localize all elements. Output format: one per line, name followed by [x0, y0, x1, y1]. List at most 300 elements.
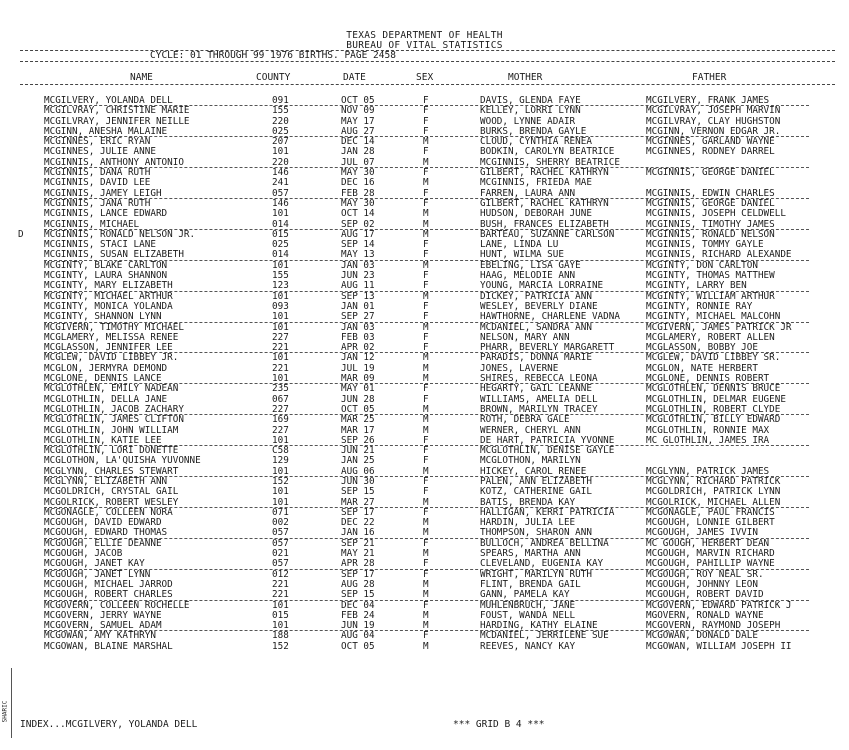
record-county: 207 [272, 136, 289, 148]
record-father: MCGINNIS, JOSEPH CELDWELL [646, 208, 786, 220]
record-sex: F [423, 475, 429, 487]
column-header-rule [20, 84, 835, 85]
record-county: 129 [272, 455, 289, 467]
record-mother: SPEARS, MARTHA ANN [480, 548, 581, 560]
record-name: MCGINNIS, DAVID LEE [44, 177, 151, 189]
record-date: NOV 09 [341, 105, 375, 117]
record-name: MCGOVERN, COLLEEN ROCHELLE [44, 599, 190, 611]
record-name: MCGILVRAY, JENNIFER NEILLE [44, 115, 190, 127]
record-sex: F [423, 146, 429, 158]
column-header-mother: MOTHER [508, 72, 543, 83]
record-county: 101 [272, 620, 289, 632]
record-sex: F [423, 445, 429, 457]
record-father: MCGINTY, MICHAEL MALCOHN [646, 311, 781, 323]
record-name: MCGINNIS, JAMEY LEIGH [44, 187, 162, 199]
record-name: MCGIVERN, TIMOTHY MICHAEL [44, 321, 184, 333]
record-county: 221 [272, 342, 289, 354]
record-sex: F [423, 249, 429, 261]
record-name: MCGINNIS, MICHAEL [44, 218, 140, 230]
record-date: JUL 19 [341, 362, 375, 374]
record-date: MAY 17 [341, 115, 375, 127]
record-father: MCGINNIS, EDWIN CHARLES [646, 187, 775, 199]
record-sex: F [423, 95, 429, 106]
bureau-title: BUREAU OF VITAL STATISTICS [346, 40, 503, 51]
record-sex: M [423, 578, 429, 590]
record-father: MCGLAMERY, ROBERT ALLEN [646, 331, 775, 343]
record-mother: HALLIGAN, KERRI PATRICIA [480, 506, 615, 518]
record-date: MAR 25 [341, 414, 375, 426]
record-father: MC GLOTHLIN, JAMES IRA [646, 434, 770, 446]
record-mother: HUNT, WILMA SUE [480, 249, 564, 261]
record-county: 101 [272, 465, 289, 477]
record-county: 025 [272, 239, 289, 251]
record-date: SEP 13 [341, 290, 375, 302]
record-mother: GANN, PAMELA KAY [480, 589, 570, 601]
record-date: JAN 16 [341, 527, 375, 539]
record-sex: M [423, 424, 429, 436]
record-county: 221 [272, 362, 289, 374]
record-date: JUN 30 [341, 475, 375, 487]
record-sex: F [423, 568, 429, 580]
record-mother: DE HART, PATRICIA YVONNE [480, 434, 615, 446]
record-date: SEP 26 [341, 434, 375, 446]
record-sex: M [423, 259, 429, 271]
record-county: 057 [272, 187, 289, 199]
record-sex: M [423, 321, 429, 333]
header-rule-top [20, 50, 835, 51]
record-sex: F [423, 506, 429, 518]
record-father: MCGINNIS, RICHARD ALEXANDE [646, 249, 792, 261]
record-father: MCGOLDRICH, PATRICK LYNN [646, 486, 781, 498]
record-sex: M [423, 218, 429, 230]
record-county: 101 [272, 311, 289, 323]
record-mother: ROTH, DEBRA GALE [480, 414, 570, 426]
record-mother: BURKS, BRENDA GAYLE [480, 125, 587, 137]
record-mother: YOUNG, MARCIA LORRAINE [480, 280, 604, 292]
record-mother: LANE, LINDA LU [480, 239, 559, 251]
record-mother: MCGLOTHLIN, DENISE GAYLE [480, 445, 615, 457]
record-mother: HAAG, MELODIE ANN [480, 270, 576, 282]
record-mother: HARDIN, JULIA LEE [480, 517, 576, 529]
record-name: MCGINNIS, SUSAN ELIZABETH [44, 249, 184, 261]
record-sex: F [423, 630, 429, 642]
margin-rule [11, 668, 12, 738]
record-sex: M [423, 496, 429, 508]
record-mother: PARADIS, DONNA MARIE [480, 352, 592, 364]
birth-records-list [0, 96, 849, 652]
record-county: 071 [272, 506, 289, 518]
record-father: MCGILVRAY, CLAY HUGHSTON [646, 115, 781, 127]
record-date: DEC 04 [341, 599, 375, 611]
record-name: MCGINNES, ERIC RYAN [44, 136, 151, 148]
record-father: MCGINNIS, TIMOTHY JAMES [646, 218, 775, 230]
grid-reference: *** GRID B 4 *** [453, 719, 545, 730]
record-county: 057 [272, 537, 289, 549]
record-sex: M [423, 403, 429, 415]
column-header-name: NAME [130, 72, 153, 83]
record-sex: M [423, 609, 429, 621]
record-date: OCT 05 [341, 95, 375, 106]
record-mother: CLOUD, CYNTHIA RENEA [480, 136, 592, 148]
record-name: MCGINTY, MICHAEL ARTHUR [44, 290, 173, 302]
record-county: C58 [272, 445, 289, 457]
record-mother: HAWTHORNE, CHARLENE VADNA [480, 311, 620, 323]
record-father: MCGIVERN, JAMES PATRICK JR [646, 321, 792, 333]
record-sex: F [423, 270, 429, 282]
record-county: 101 [272, 373, 289, 385]
record-sex: M [423, 640, 429, 652]
record-date: JAN 03 [341, 321, 375, 333]
record-county: 101 [272, 321, 289, 333]
record-father: MCGLYNN, RICHARD PATRICK [646, 475, 781, 487]
record-county: 021 [272, 548, 289, 560]
record-mother: MCDANIEL, SANDRA ANN [480, 321, 592, 333]
record-father: MCGLOTHLIN, RONNIE MAX [646, 424, 770, 436]
record-county: 227 [272, 331, 289, 343]
record-father: MCGINN, VERNON EDGAR JR. [646, 125, 781, 137]
record-county: 220 [272, 156, 289, 168]
record-name: MCGINTY, SHANNON LYNN [44, 311, 162, 323]
record-mother: WOOD, LYNNE ADAIR [480, 115, 576, 127]
record-name: MCGLOTHLIN, KATIE LEE [44, 434, 162, 446]
record-mother: WILLIAMS, AMELIA DELL [480, 393, 598, 405]
record-county: 221 [272, 589, 289, 601]
record-mother: BUSH, FRANCES ELIZABETH [480, 218, 609, 230]
record-county: 188 [272, 630, 289, 642]
record-sex: M [423, 589, 429, 601]
record-father: MCGLYNN, PATRICK JAMES [646, 465, 770, 477]
record-county: 057 [272, 558, 289, 570]
record-county: 101 [272, 352, 289, 364]
record-name: MCGLEW, DAVID LIBBEY JR. [44, 352, 179, 364]
record-date: MAR 17 [341, 424, 375, 436]
record-date: DEC 16 [341, 177, 375, 189]
record-name: MCGOLRICK, ROBERT WESLEY [44, 496, 179, 508]
record-name: MCGINNIS, JANA RUTH [44, 197, 151, 209]
record-sex: M [423, 465, 429, 477]
record-date: AUG 04 [341, 630, 375, 642]
record-date: SEP 14 [341, 239, 375, 251]
record-sex: F [423, 125, 429, 137]
record-name: MCGINTY, BLAKE CARLTON [44, 259, 168, 271]
record-mother: MUHLENBRUCH, JANE [480, 599, 576, 611]
record-county: 155 [272, 105, 289, 117]
record-name: MCGLOTHLEN, EMILY NADEAN [44, 383, 179, 395]
record-date: AUG 17 [341, 228, 375, 240]
record-father: MCGOVERN, RAYMOND JOSEPH [646, 620, 781, 632]
record-name: MCGLOTHON, LA'QUISHA YUVONNE [44, 455, 201, 467]
record-father: MCGONAGLE, PAUL FRANCIS [646, 506, 775, 518]
record-name: MCGOUGH, JACOB [44, 548, 123, 560]
record-father: MCGINNIS, RONALD NELSON [646, 228, 775, 240]
record-date: APR 28 [341, 558, 375, 570]
record-county: 227 [272, 403, 289, 415]
record-sex: F [423, 187, 429, 199]
record-name: MCGLOTHLIN, DELLA JANE [44, 393, 168, 405]
record-county: 221 [272, 578, 289, 590]
record-county: 146 [272, 197, 289, 209]
record-father: MCGINTY, WILLIAM ARTHUR [646, 290, 775, 302]
record-name: MCGOLDRICH, CRYSTAL GAIL [44, 486, 179, 498]
record-mother: THOMPSON, SHARON ANN [480, 527, 592, 539]
record-father: MCGOWAN, DONALD DALE [646, 630, 758, 642]
record-county: 101 [272, 434, 289, 446]
record-county: 015 [272, 228, 289, 240]
record-name: MCGINNIS, DANA RUTH [44, 167, 151, 179]
record-date: JUN 21 [341, 445, 375, 457]
record-mother: EBELING, LISA GAYE [480, 259, 581, 271]
record-date: AUG 27 [341, 125, 375, 137]
record-mother: GILBERT, RACHEL KATHRYN [480, 167, 609, 179]
record-date: SEP 17 [341, 506, 375, 518]
record-name: MCGINNIS, LANCE EDWARD [44, 208, 168, 220]
record-sex: F [423, 105, 429, 117]
record-sex: M [423, 414, 429, 426]
record-sex: M [423, 548, 429, 560]
record-date: APR 02 [341, 342, 375, 354]
table-row [0, 415, 849, 425]
record-county: 101 [272, 486, 289, 498]
record-sex: F [423, 383, 429, 395]
record-father: MCGILVERY, FRANK JAMES [646, 95, 770, 106]
record-father: MCGOUGH, JAMES IVVIN [646, 527, 758, 539]
record-father: MCGLOTHLEN, DENNIS BRUCE [646, 383, 781, 395]
column-header-date: DATE [343, 72, 366, 83]
record-date: SEP 17 [341, 568, 375, 580]
record-county: 101 [272, 208, 289, 220]
record-county: 002 [272, 517, 289, 529]
record-mother: MCGINNIS, FRIEDA MAE [480, 177, 592, 189]
record-name: MCGOWAN, AMY KATHRYN [44, 630, 156, 642]
record-father: MCGLOTHLIN, DELMAR EUGENE [646, 393, 786, 405]
record-date: MAY 30 [341, 167, 375, 179]
record-mother: FARREN, LAURA ANN [480, 187, 576, 199]
record-county: 091 [272, 95, 289, 106]
record-sex: F [423, 455, 429, 467]
record-name: MCGLOTHLIN, JAMES CLIFTON [44, 414, 184, 426]
record-date: FEB 24 [341, 609, 375, 621]
record-date: FEB 03 [341, 331, 375, 343]
record-date: JAN 25 [341, 455, 375, 467]
record-name: MCGINTY, MONICA YOLANDA [44, 300, 173, 312]
record-father: MCGOUGH, ROY NEAL SR. [646, 568, 764, 580]
record-county: 101 [272, 146, 289, 158]
record-father: MCGLON, NATE HERBERT [646, 362, 758, 374]
record-date: DEC 22 [341, 517, 375, 529]
record-sex: F [423, 434, 429, 446]
record-date: MAY 01 [341, 383, 375, 395]
record-name: MCGOUGH, ELLIE DEANNE [44, 537, 162, 549]
record-county: 241 [272, 177, 289, 189]
record-sex: M [423, 177, 429, 189]
record-name: MCGOUGH, MICHAEL JARROD [44, 578, 173, 590]
record-mother: HEGARTY, GAIL LEANNE [480, 383, 592, 395]
record-date: OCT 14 [341, 208, 375, 220]
record-sex: M [423, 290, 429, 302]
record-name: MCGOWAN, BLAINE MARSHAL [44, 640, 173, 652]
record-father: MCGINNES, GARLAND WAYNE [646, 136, 775, 148]
record-date: MAY 13 [341, 249, 375, 261]
record-county: 014 [272, 218, 289, 230]
record-name: MCGLYNN, ELIZABETH ANN [44, 475, 168, 487]
record-father: MCGINTY, DON CARLTON [646, 259, 758, 271]
record-name: MCGINNIS, RONALD NELSON JR. [44, 228, 196, 240]
record-sex: M [423, 527, 429, 539]
record-name: MCGILVRAY, CHRISTINE MARIE [44, 105, 190, 117]
table-row [0, 590, 849, 600]
record-date: JAN 12 [341, 352, 375, 364]
record-county: 025 [272, 125, 289, 137]
record-sex: F [423, 537, 429, 549]
record-name: MCGINTY, LAURA SHANNON [44, 270, 168, 282]
record-mother: REEVES, NANCY KAY [480, 640, 576, 652]
record-father: MCGINTY, THOMAS MATTHEW [646, 270, 775, 282]
record-name: MCGLAMERY, MELISSA RENEE [44, 331, 179, 343]
record-name: MCGILVERY, YOLANDA DELL [44, 95, 173, 106]
record-date: SEP 27 [341, 311, 375, 323]
record-mother: HUDSON, DEBORAH JUNE [480, 208, 592, 220]
record-father: MCGLASSON, BOBBY JOE [646, 342, 758, 354]
record-mother: PALEN, ANN ELIZABETH [480, 475, 592, 487]
record-father: MCGLOTHLIN, ROBERT CLYDE [646, 403, 781, 415]
record-date: JUN 23 [341, 270, 375, 282]
record-mother: JONES, LAVERNE [480, 362, 559, 374]
record-date: SEP 02 [341, 218, 375, 230]
record-date: MAY 30 [341, 197, 375, 209]
column-header-county: COUNTY [256, 72, 291, 83]
record-county: 012 [272, 568, 289, 580]
record-date: JUN 28 [341, 393, 375, 405]
index-line: INDEX...MCGILVERY, YOLANDA DELL [20, 719, 198, 730]
record-mother: PHARR, BEVERLY MARGARETT [480, 342, 615, 354]
record-mother: CLEVELAND, EUGENIA KAY [480, 558, 604, 570]
record-name: MCGONAGLE, COLLEEN NORA [44, 506, 173, 518]
record-date: AUG 28 [341, 578, 375, 590]
record-sex: M [423, 620, 429, 632]
record-mother: BULLOCH, ANDREA BELLINA [480, 537, 609, 549]
record-county: 235 [272, 383, 289, 395]
record-father: MCGINNES, RODNEY DARREL [646, 146, 775, 158]
record-name: MCGLOTHLIN, JACOB ZACHARY [44, 403, 184, 415]
record-father: MCGLONE, DENNIS ROBERT [646, 373, 770, 385]
record-county: 169 [272, 414, 289, 426]
record-date: MAR 27 [341, 496, 375, 508]
record-father: MCGOWAN, WILLIAM JOSEPH II [646, 640, 792, 652]
record-county: 101 [272, 290, 289, 302]
record-name: MCGINN, ANESHA MALAINE [44, 125, 168, 137]
record-date: AUG 11 [341, 280, 375, 292]
column-header-father: FATHER [692, 72, 727, 83]
table-row [0, 642, 849, 652]
record-name: MCGINNIS, ANTHONY ANTONIO [44, 156, 184, 168]
record-date: JAN 01 [341, 300, 375, 312]
record-mother: BROWN, MARILYN TRACEY [480, 403, 598, 415]
record-sex: F [423, 239, 429, 251]
record-sex: F [423, 558, 429, 570]
record-mother: MCDANIEL, JERRILENE SUE [480, 630, 609, 642]
record-name: MCGLYNN, CHARLES STEWART [44, 465, 179, 477]
record-county: 101 [272, 259, 289, 271]
record-mother: WERNER, CHERYL ANN [480, 424, 581, 436]
record-sex: M [423, 208, 429, 220]
record-date: DEC 14 [341, 136, 375, 148]
record-name: MCGOUGH, DAVID EDWARD [44, 517, 162, 529]
record-name: MCGINNIS, STACI LANE [44, 239, 156, 251]
record-county: 057 [272, 527, 289, 539]
record-county: 220 [272, 115, 289, 127]
record-date: OCT 05 [341, 640, 375, 652]
record-sex: F [423, 280, 429, 292]
record-mother: WRIGHT, MARILYN RUTH [480, 568, 592, 580]
record-father: MCGINNIS, GEORGE DANIEL [646, 167, 775, 179]
cycle-line: CYCLE: 01 THROUGH 99 1976 BIRTHS. PAGE 2458 [150, 50, 396, 61]
record-mother: BARTEAU, SUZANNE CARLSON [480, 228, 615, 240]
record-mother: BATIS, BRENDA KAY [480, 496, 576, 508]
record-sex: F [423, 311, 429, 323]
record-county: 152 [272, 475, 289, 487]
record-sex: F [423, 393, 429, 405]
record-sex: F [423, 599, 429, 611]
record-mark: D [18, 228, 24, 240]
record-county: 101 [272, 496, 289, 508]
record-mother: KELLEY, LORRI LYNN [480, 105, 581, 117]
record-father: MCGOUGH, MARVIN RICHARD [646, 548, 775, 560]
record-mother: GILBERT, RACHEL KATHRYN [480, 197, 609, 209]
record-date: JUN 19 [341, 620, 375, 632]
record-county: 067 [272, 393, 289, 405]
record-father: MCGINNIS, TOMMY GAYLE [646, 239, 764, 251]
record-mother: MCGLOTHON, MARILYN [480, 455, 581, 467]
record-name: MCGLONE, DENNIS LANCE [44, 373, 162, 385]
record-father: MCGOLRICK, MICHAEL ALLEN [646, 496, 781, 508]
record-father: MCGINTY, LARRY BEN [646, 280, 747, 292]
record-name: MCGINNES, JULIE ANNE [44, 146, 156, 158]
record-sex: F [423, 197, 429, 209]
record-date: FEB 28 [341, 187, 375, 199]
record-sex: M [423, 156, 429, 168]
record-sex: M [423, 136, 429, 148]
record-date: MAY 21 [341, 548, 375, 560]
record-date: SEP 15 [341, 486, 375, 498]
record-mother: SHIRES, REBECCA LEONA [480, 373, 598, 385]
record-name: MCGOUGH, JANET LYNN [44, 568, 151, 580]
record-father: MCGLOTHLIN, BILLY EDWARD [646, 414, 781, 426]
record-sex: F [423, 331, 429, 343]
record-county: 014 [272, 249, 289, 261]
record-father: MCGILVRAY, JOSEPH MARVIN [646, 105, 781, 117]
record-mother: WESLEY, BEVERLY DIANE [480, 300, 598, 312]
record-name: MCGOUGH, EDWARD THOMAS [44, 527, 168, 539]
record-father: MCGINNIS, GEORGE DANIEL [646, 197, 775, 209]
record-sex: F [423, 342, 429, 354]
record-date: JAN 28 [341, 146, 375, 158]
record-mother: HICKEY, CAROL RENEE [480, 465, 587, 477]
record-county: 227 [272, 424, 289, 436]
record-date: JAN 03 [341, 259, 375, 271]
record-father: MCGINTY, RONNIE RAY [646, 300, 753, 312]
record-date: AUG 06 [341, 465, 375, 477]
record-name: MCGLASSON, JENNIFER LEE [44, 342, 173, 354]
record-father: MCGOUGH, JOHNNY LEON [646, 578, 758, 590]
record-name: MCGOUGH, ROBERT CHARLES [44, 589, 173, 601]
record-name: MCGLOTHLIN, LORI DONETTE [44, 445, 179, 457]
record-father: MCGOUGH, PAHILLIP WAYNE [646, 558, 775, 570]
record-sex: M [423, 373, 429, 385]
record-mother: FLINT, BRENDA GAIL [480, 578, 581, 590]
record-mother: MCGINNIS, SHERRY BEATRICE [480, 156, 620, 168]
side-label: SHARIC [1, 700, 9, 723]
record-date: SEP 15 [341, 589, 375, 601]
